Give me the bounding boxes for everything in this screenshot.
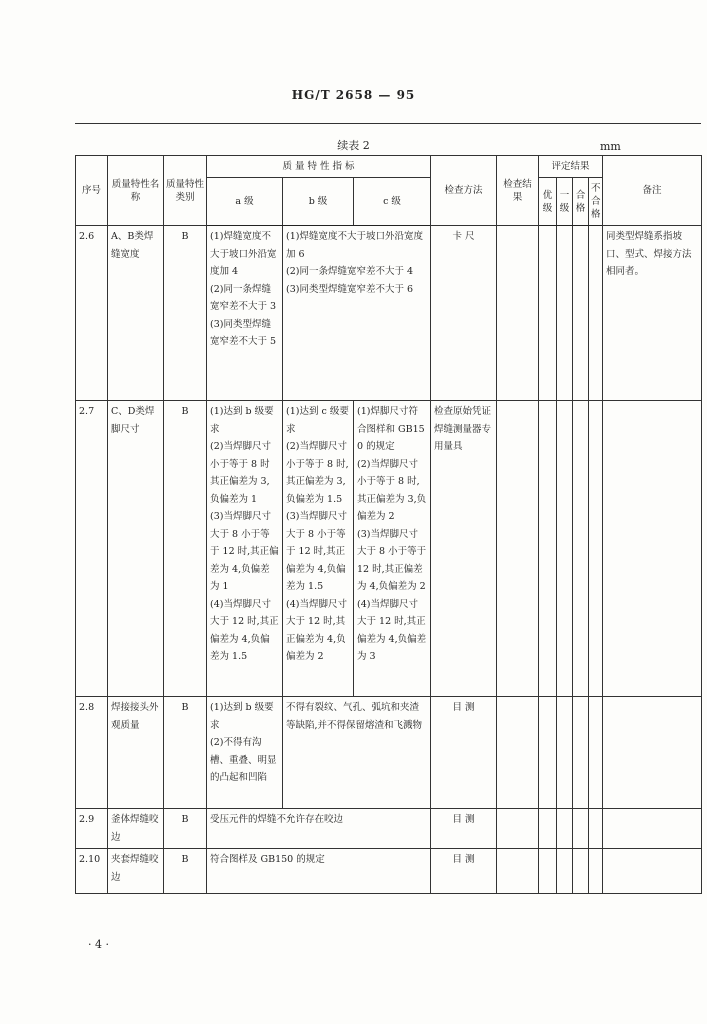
col-method: 检查方法 xyxy=(431,156,497,226)
row-item-name: 夹套焊缝咬边 xyxy=(108,849,164,894)
standard-code: HG/T 2658 — 95 xyxy=(291,88,416,102)
row-excellent xyxy=(539,809,557,849)
row-category: B xyxy=(164,809,207,849)
row-item-name: C、D类焊脚尺寸 xyxy=(108,401,164,697)
row-category: B xyxy=(164,697,207,809)
row-no: 2.6 xyxy=(76,226,108,401)
col-qualified: 合格 xyxy=(573,178,589,226)
row-first xyxy=(557,849,573,894)
row-first xyxy=(557,697,573,809)
row-result xyxy=(497,226,539,401)
row-no: 2.9 xyxy=(76,809,108,849)
row-excellent xyxy=(539,226,557,401)
row-result xyxy=(497,849,539,894)
row-category: B xyxy=(164,401,207,697)
row-qualified xyxy=(573,401,589,697)
row-remarks xyxy=(603,849,702,894)
row-grade-bc: (1)焊缝宽度不大于坡口外沿宽度加 6 (2)同一条焊缝宽窄差不大于 4 (3)同类型焊缝宽窄差不大于 6 xyxy=(283,226,431,401)
row-unqualified xyxy=(589,697,603,809)
row-first xyxy=(557,401,573,697)
row-method: 目 测 xyxy=(431,849,497,894)
row-item-name: A、B类焊缝宽度 xyxy=(108,226,164,401)
row-result xyxy=(497,809,539,849)
col-first: 一级 xyxy=(557,178,573,226)
row-grade-a: (1)达到 b 级要求 (2)不得有沟槽、重叠、明显的凸起和凹陷 xyxy=(207,697,283,809)
col-unqualified: 不合格 xyxy=(589,178,603,226)
table-row xyxy=(76,809,702,849)
row-grade-a: (1)焊缝宽度不大于坡口外沿宽度加 4 (2)同一条焊缝宽窄差不大于 3 (3)同类型焊缝宽窄差不大于 5 xyxy=(207,226,283,401)
quality-table xyxy=(75,155,702,894)
col-excellent: 优级 xyxy=(539,178,557,226)
row-remarks: 同类型焊缝系指坡口、型式、焊接方法相同者。 xyxy=(603,226,702,401)
row-method: 目 测 xyxy=(431,809,497,849)
row-remarks xyxy=(603,697,702,809)
page-number: · 4 · xyxy=(88,938,109,951)
row-result xyxy=(497,697,539,809)
row-unqualified xyxy=(589,226,603,401)
row-qualified xyxy=(573,809,589,849)
row-no: 2.8 xyxy=(76,697,108,809)
table-row xyxy=(76,849,702,894)
row-grade-abc: 受压元件的焊缝不允许存在咬边 xyxy=(207,809,431,849)
row-excellent xyxy=(539,849,557,894)
col-item-category: 质量特性类别 xyxy=(164,156,207,226)
row-grade-abc: 符合图样及 GB150 的规定 xyxy=(207,849,431,894)
row-qualified xyxy=(573,849,589,894)
row-no: 2.7 xyxy=(76,401,108,697)
row-excellent xyxy=(539,697,557,809)
row-qualified xyxy=(573,226,589,401)
col-item-name: 质量特性名称 xyxy=(108,156,164,226)
row-method: 卡 尺 xyxy=(431,226,497,401)
table-row xyxy=(76,226,702,401)
row-qualified xyxy=(573,697,589,809)
row-first xyxy=(557,226,573,401)
col-result: 检查结果 xyxy=(497,156,539,226)
row-unqualified xyxy=(589,401,603,697)
row-excellent xyxy=(539,401,557,697)
row-unqualified xyxy=(589,809,603,849)
col-grade-a: a 级 xyxy=(207,178,283,226)
col-grade-b: b 级 xyxy=(283,178,354,226)
row-grade-a: (1)达到 b 级要求 (2)当焊脚尺寸小于等于 8 时其正偏差为 3,负偏差为 1 (3)当焊脚尺寸大于 8 小于等于 12 时,其正偏差为 4,负偏差为 1 (4)当焊脚尺寸大于 12 时,其正偏差为 4,负偏差为 1.5 xyxy=(207,401,283,697)
row-result xyxy=(497,401,539,697)
row-unqualified xyxy=(589,849,603,894)
row-method: 检查原始凭证焊缝测量器专用量具 xyxy=(431,401,497,697)
table-row xyxy=(76,401,702,697)
row-method: 目 测 xyxy=(431,697,497,809)
row-remarks xyxy=(603,809,702,849)
row-item-name: 焊接接头外观质量 xyxy=(108,697,164,809)
table-row xyxy=(76,697,702,809)
top-rule xyxy=(75,123,701,124)
table-caption: 续表 2 xyxy=(337,139,370,152)
row-item-name: 釜体焊缝咬边 xyxy=(108,809,164,849)
col-no: 序号 xyxy=(76,156,108,226)
unit-label: mm xyxy=(600,140,621,153)
row-first xyxy=(557,809,573,849)
row-grade-b: (1)达到 c 级要求 (2)当焊脚尺寸小于等于 8 时,其正偏差为 3,负偏差为 1.5 (3)当焊脚尺寸大于 8 小于等于 12 时,其正偏差为 4,负偏差为 1.5 (4)当焊脚尺寸大于 12 时,其正偏差为 4,负偏差为 2 xyxy=(283,401,354,697)
row-no: 2.10 xyxy=(76,849,108,894)
col-assessment: 评定结果 xyxy=(539,156,603,178)
row-category: B xyxy=(164,226,207,401)
row-grade-bc: 不得有裂纹、气孔、弧坑和夹渣等缺陷,并不得保留熔渣和飞溅物 xyxy=(283,697,431,809)
col-remarks: 备注 xyxy=(603,156,702,226)
row-remarks xyxy=(603,401,702,697)
row-grade-c: (1)焊脚尺寸符合图样和 GB150 的规定 (2)当焊脚尺寸小于等于 8 时,其正偏差为 3,负偏差为 2 (3)当焊脚尺寸大于 8 小于等于 12 时,其正偏差为 4,负偏差为 2 (4)当焊脚尺寸大于 12 时,其正偏差为 4,负偏差为 3 xyxy=(354,401,431,697)
col-indicators: 质 量 特 性 指 标 xyxy=(207,156,431,178)
row-category: B xyxy=(164,849,207,894)
col-grade-c: c 级 xyxy=(354,178,431,226)
